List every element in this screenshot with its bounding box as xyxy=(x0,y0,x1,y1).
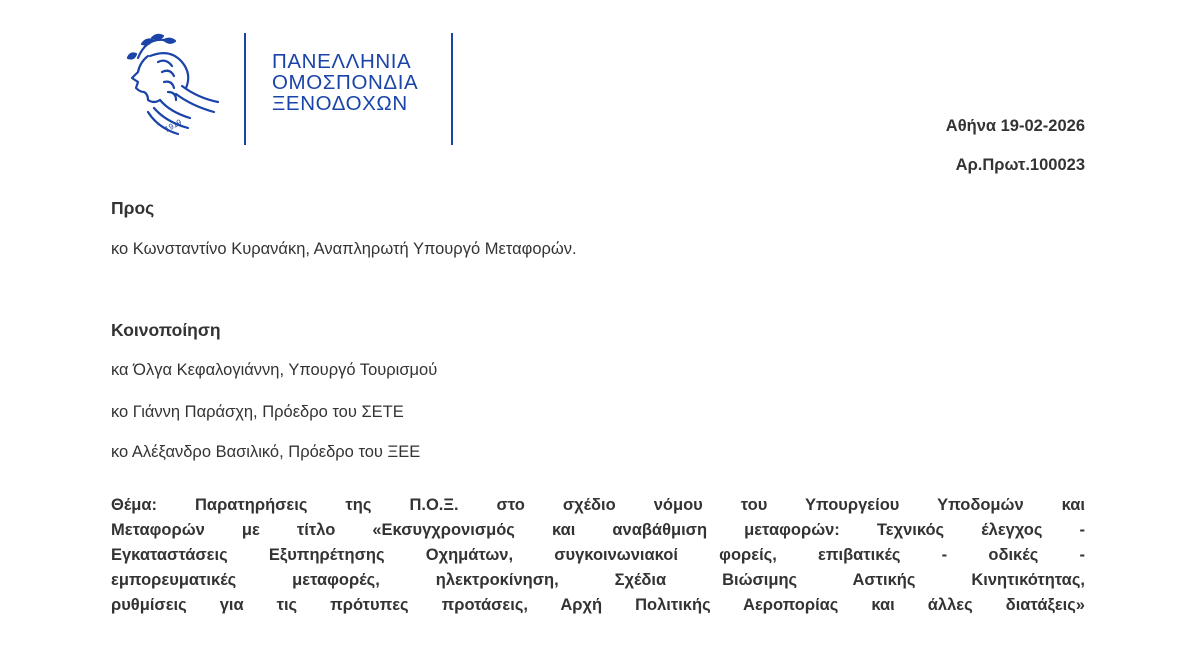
recipient-line: κο Κωνσταντίνο Κυρανάκη, Αναπληρωτή Υπουργό Μεταφορών. xyxy=(111,240,577,258)
organization-name-line: ΞΕΝΟΔΟΧΩΝ xyxy=(272,92,408,115)
organization-name-line: ΠΑΝΕΛΛΗΝΙΑ xyxy=(272,50,412,73)
logo-divider xyxy=(451,33,453,145)
subject-paragraph xyxy=(111,493,1085,618)
cc-recipient: κο Αλέξανδρο Βασιλικό, Πρόεδρο του ΞΕΕ xyxy=(111,443,421,461)
protocol-number: Αρ.Πρωτ.100023 xyxy=(955,156,1085,174)
subject-line: Θέμα: Παρατηρήσεις της Π.Ο.Ξ. στο σχέδιο νόμου του Υπουργείου Υποδομών και xyxy=(111,496,1085,514)
cc-recipient: κο Γιάννη Παράσχη, Πρόεδρο του ΣΕΤΕ xyxy=(111,403,404,421)
subject-line: Μεταφορών με τίτλο «Εκσυγχρονισμός και αναβάθμιση μεταφορών: Τεχνικός έλεγχος - xyxy=(111,521,1085,539)
subject-line: ρυθμίσεις για τις πρότυπες προτάσεις, Αρχή Πολιτικής Αεροπορίας και άλλες διατάξεις» xyxy=(111,596,1085,614)
federation-logo-icon xyxy=(118,28,230,140)
logo-year: 1919 xyxy=(163,117,184,134)
subject-line: Εγκαταστάσεις Εξυπηρέτησης Οχημάτων, συγκοινωνιακοί φορείς, επιβατικές - οδικές - xyxy=(111,546,1085,564)
subject-line: εμπορευματικές μεταφορές, ηλεκτροκίνηση, Σχέδια Βιώσιμης Αστικής Κινητικότητας, xyxy=(111,571,1085,589)
recipient-heading: Προς xyxy=(111,198,155,218)
logo-divider xyxy=(244,33,246,145)
organization-name-line: ΟΜΟΣΠΟΝΔΙΑ xyxy=(272,71,419,94)
organization-name xyxy=(272,51,418,114)
cc-recipient: κα Όλγα Κεφαλογιάννη, Υπουργό Τουρισμού xyxy=(111,361,438,379)
cc-heading: Κοινοποίηση xyxy=(111,320,221,340)
letter-date: Αθήνα 19-02-2026 xyxy=(945,117,1085,135)
